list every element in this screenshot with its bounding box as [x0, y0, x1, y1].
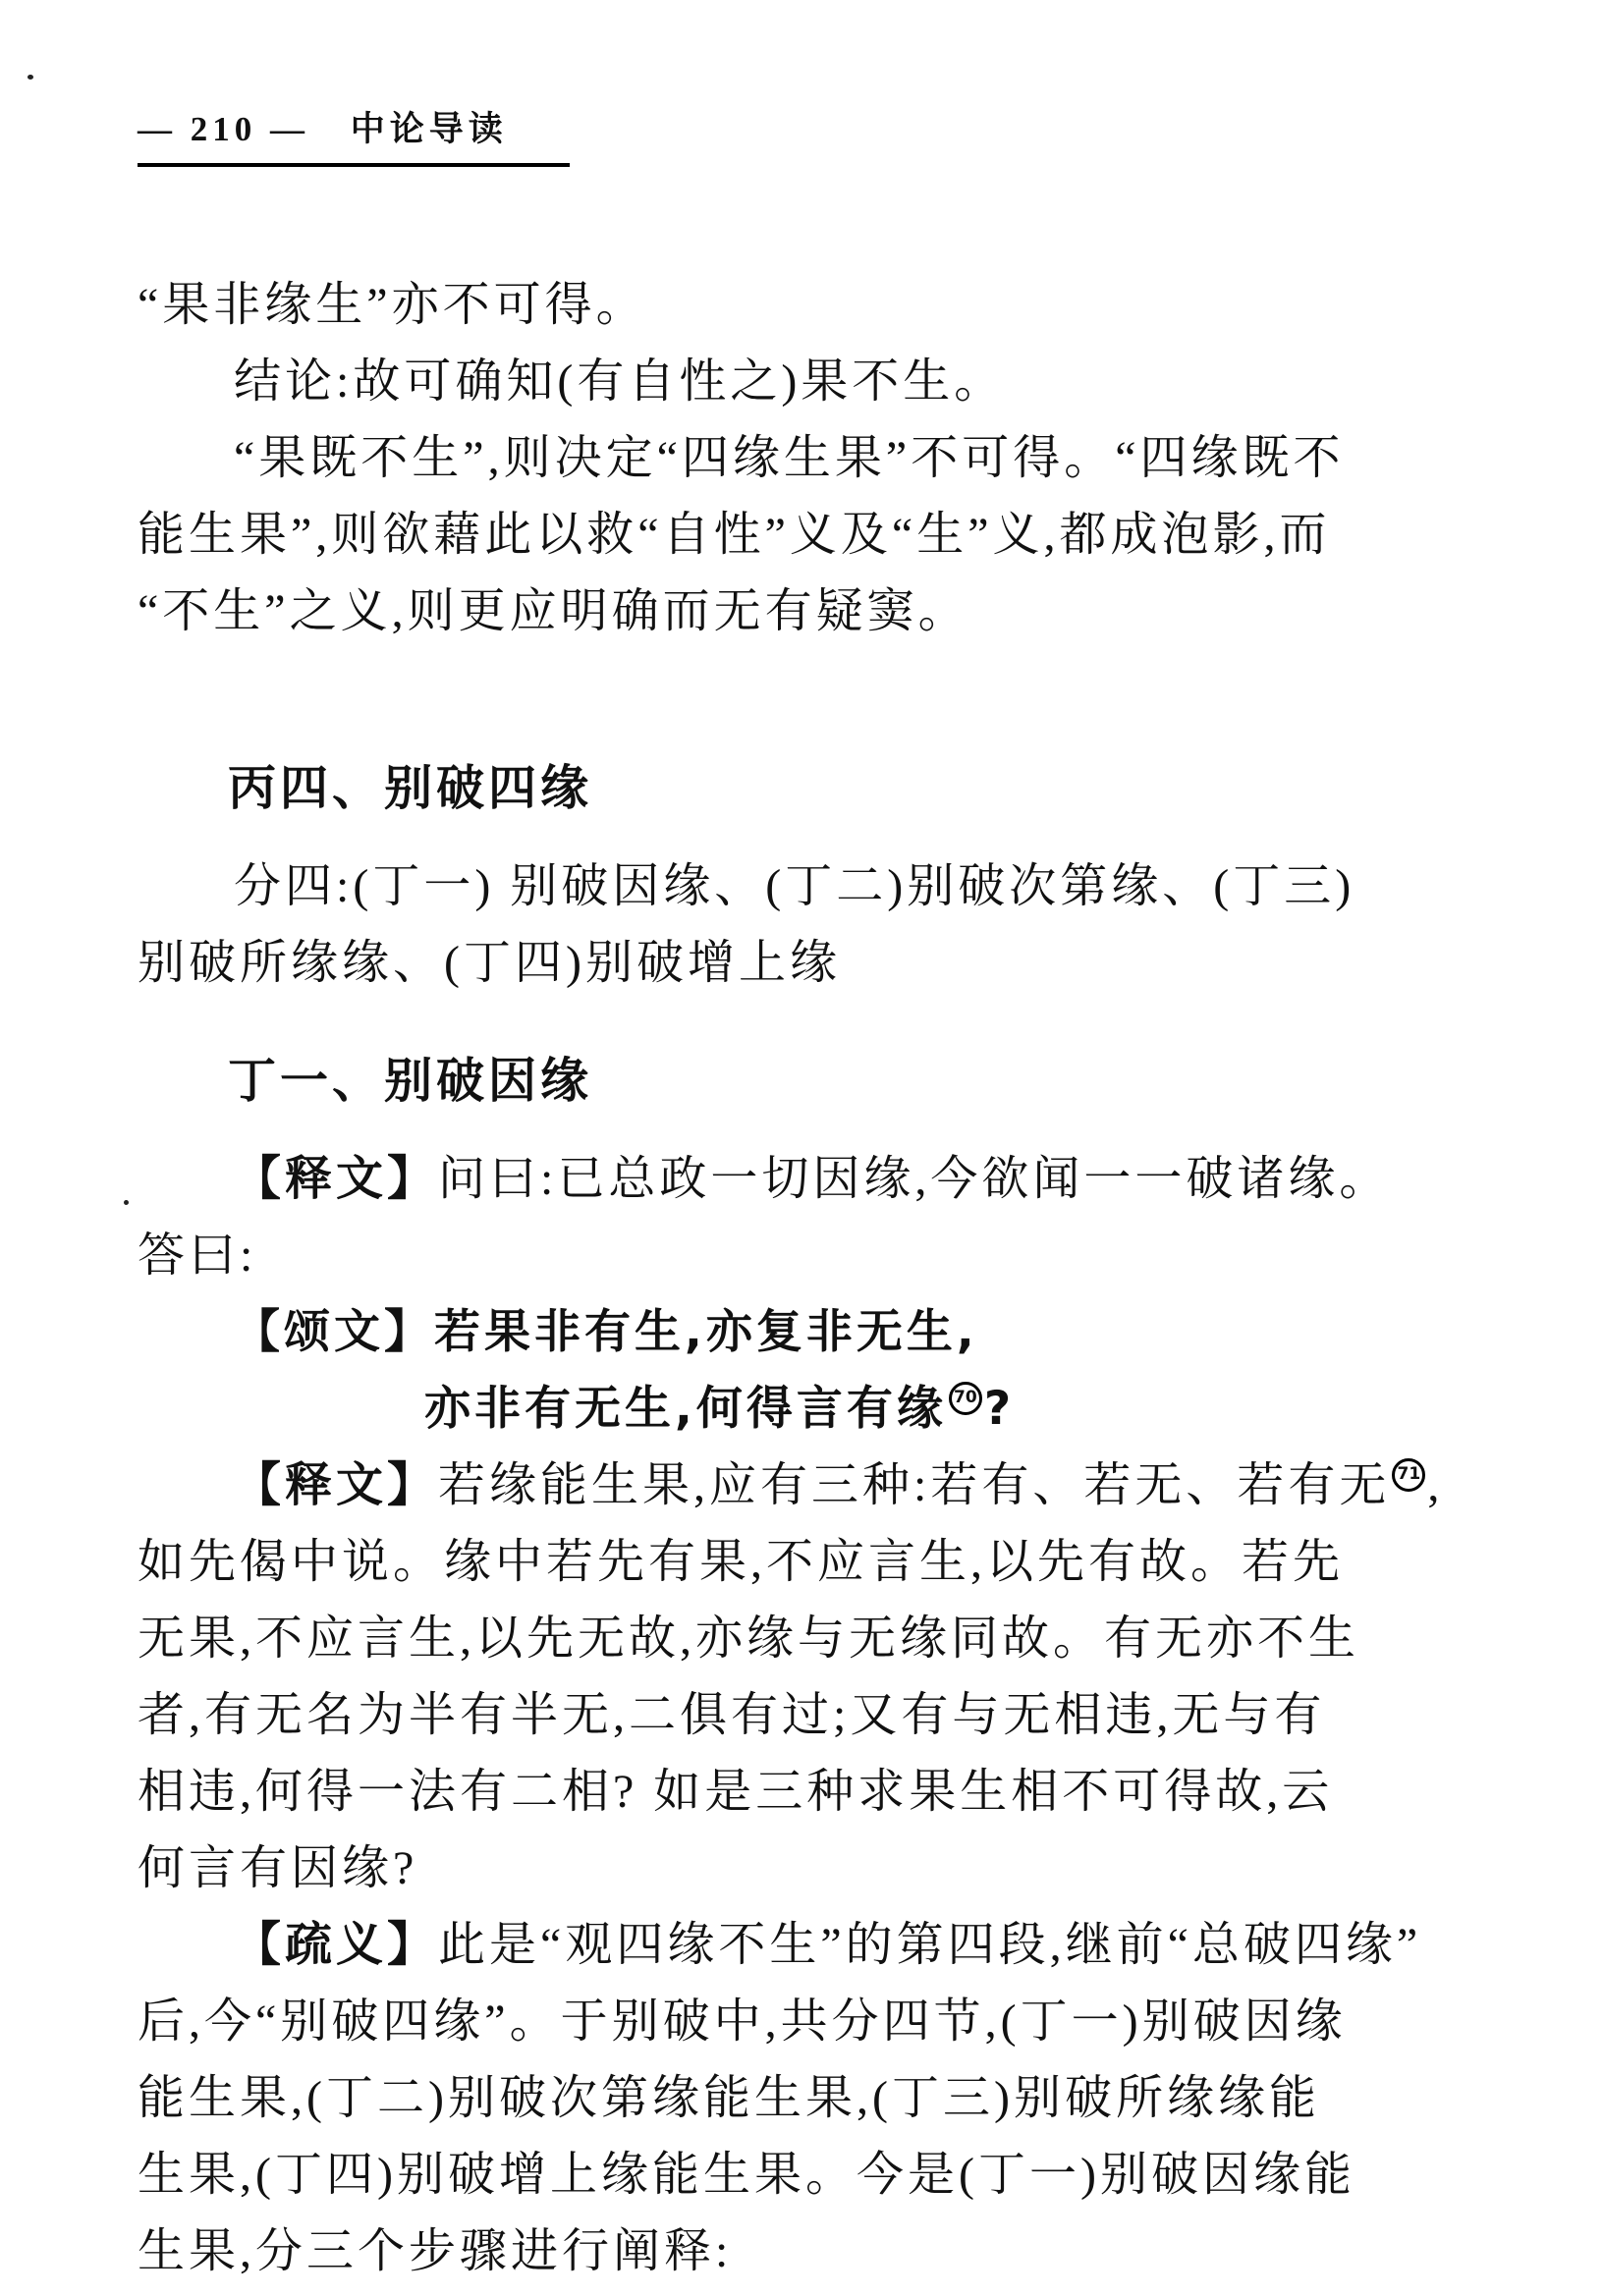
page-body: [138, 267, 1469, 2290]
text-line: 别破所缘缘、(丁四)别破增上缘: [138, 937, 841, 989]
text-line: 生果,分三个步骤进行阐释:: [138, 2225, 733, 2277]
label-shiwen: 【释文】: [234, 1153, 439, 1205]
book-title: 中论导读: [350, 110, 508, 148]
section-heading-bingsi: 丙四、别破四缘: [228, 760, 593, 816]
text-line: 者,有无名为半有半无,二俱有过;又有与无相违,无与有: [138, 1689, 1326, 1741]
text-run: 此是“观四缘不生”的第四段,继前“总破四缘”: [438, 1919, 1422, 1971]
text-line: 能生果,(丁二)别破次第缘能生果,(丁三)别破所缘缘能: [138, 2072, 1320, 2124]
text-line: 相违,何得一法有二相? 如是三种求果生相不可得故,云: [138, 1766, 1334, 1818]
text-line: 能生果”,则欲藉此以救“自性”义及“生”义,都成泡影,而: [138, 509, 1331, 561]
page-header: [138, 102, 570, 167]
scan-artifact: [124, 1200, 129, 1205]
text-line: 如先偈中说。缘中若先有果,不应言生,以先有故。若先: [138, 1536, 1345, 1588]
verse-line: [138, 1371, 1469, 1448]
label-songwen: 【颂文】: [234, 1305, 434, 1359]
text-line: 分四:(丁一) 别破因缘、(丁二)别破次第缘、(丁三): [234, 860, 1355, 912]
label-shiwen: 【释文】: [234, 1459, 439, 1511]
footnote-marker: 71: [1392, 1458, 1425, 1492]
label-shuyi: 【疏义】: [234, 1919, 439, 1971]
text-line: 后,今“别破四缘”。于别破中,共分四节,(丁一)别破因缘: [138, 1995, 1347, 2048]
text-line: “果既不生”,则决定“四缘生果”不可得。“四缘既不: [234, 432, 1345, 484]
text-run: 若缘能生果,应有三种:若有、若无、若有无: [438, 1459, 1391, 1511]
text-line: [138, 1141, 1469, 1218]
text-line: “果非缘生”亦不可得。: [138, 279, 647, 331]
text-run: ,: [1427, 1459, 1444, 1511]
text-run: 若果非有生,亦复非无生,: [434, 1305, 978, 1359]
verse-line: [138, 1294, 1469, 1371]
text-run: ?: [983, 1382, 1016, 1436]
section-heading-dingyi: 丁一、别破因缘: [228, 1053, 593, 1109]
text-line: “不生”之义,则更应明确而无有疑窦。: [138, 585, 969, 637]
text-run: 问曰:已总政一切因缘,今欲闻一一破诸缘。: [438, 1153, 1391, 1205]
page-number: — 210 —: [138, 110, 309, 148]
text-line: [138, 1448, 1469, 1524]
text-line: 无果,不应言生,以先无故,亦缘与无缘同故。有无亦不生: [138, 1613, 1360, 1665]
text-line: 结论:故可确知(有自性之)果不生。: [234, 355, 1006, 408]
footnote-marker: 70: [949, 1382, 982, 1415]
text-line: 何言有因缘?: [138, 1842, 418, 1894]
text-run: 亦非有无生,何得言有缘: [424, 1382, 947, 1436]
text-line: 答曰:: [138, 1230, 257, 1282]
text-line: 生果,(丁四)别破增上缘能生果。今是(丁一)别破因缘能: [138, 2149, 1355, 2201]
scan-artifact: [28, 75, 33, 80]
text-line: [138, 1907, 1469, 1984]
